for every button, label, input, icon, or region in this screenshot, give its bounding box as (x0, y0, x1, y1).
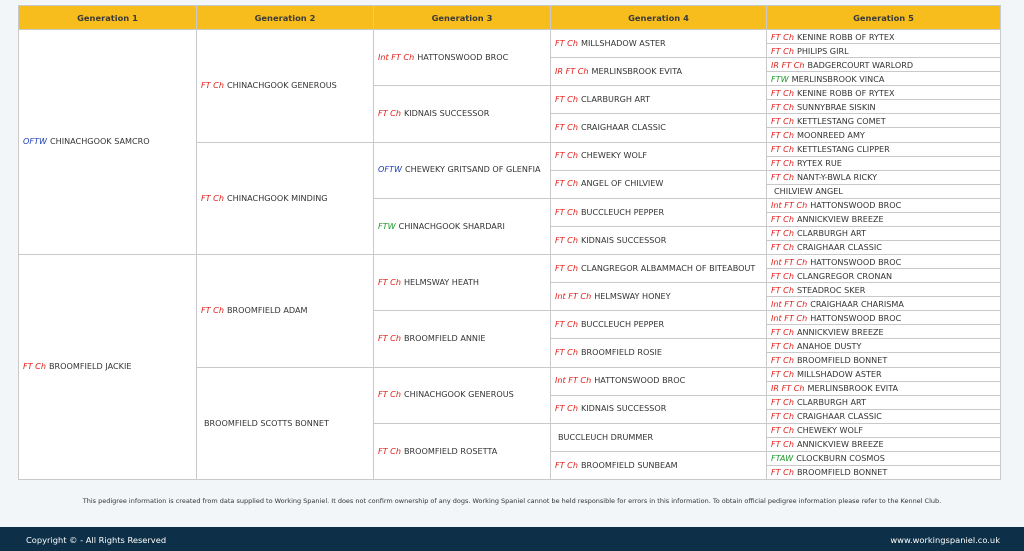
generation-5-dog[interactable] (767, 255, 1001, 269)
dog-title: FT Ch (771, 425, 794, 436)
dog-name: CRAIGHAAR CLASSIC (796, 242, 882, 253)
header-generation-4: Generation 4 (551, 6, 767, 30)
generation-1-dog[interactable] (19, 255, 197, 480)
dog-name: MERLINSBROOK VINCA (791, 73, 885, 84)
dog-name: MERLINSBROOK EVITA (591, 65, 683, 76)
generation-3-dog[interactable] (374, 367, 551, 423)
generation-1-dog[interactable] (19, 30, 197, 255)
dog-name: SUNNYBRAE SISKIN (796, 101, 876, 112)
dog-name: BROOMFIELD BONNET (796, 467, 888, 478)
dog-title: OFTW (23, 136, 47, 147)
dog-title: Int FT Ch (555, 375, 592, 386)
generation-5-dog[interactable] (767, 423, 1001, 437)
dog-title: FT Ch (771, 31, 794, 42)
dog-title: FT Ch (771, 45, 794, 56)
dog-name: BADGERCOURT WARLORD (807, 59, 914, 70)
dog-title: FT Ch (771, 326, 794, 337)
generation-4-dog[interactable] (551, 170, 767, 198)
dog-title: FT Ch (771, 228, 794, 239)
dog-title: FT Ch (771, 144, 794, 155)
generation-4-dog[interactable] (551, 451, 767, 479)
dog-name: KETTLESTANG COMET (796, 115, 886, 126)
dog-title: Int FT Ch (378, 51, 415, 62)
generation-5-dog[interactable] (767, 240, 1001, 254)
dog-name: HATTONSWOOD BROC (417, 51, 509, 62)
dog-name: ANNICKVIEW BREEZE (796, 214, 884, 225)
generation-3-dog[interactable] (374, 198, 551, 254)
generation-5-dog[interactable] (767, 367, 1001, 381)
dog-title: Int FT Ch (555, 290, 592, 301)
dog-title: FT Ch (555, 178, 578, 189)
dog-name: CLANGREGOR CRONAN (796, 270, 893, 281)
generation-5-dog[interactable] (767, 437, 1001, 451)
header-generation-1: Generation 1 (19, 6, 197, 30)
dog-name: BUCCLEUCH PEPPER (580, 206, 665, 217)
dog-title: Int FT Ch (771, 298, 808, 309)
dog-name: CLANGREGOR ALBAMMACH OF BITEABOUT (580, 262, 756, 273)
dog-title: FT Ch (771, 87, 794, 98)
dog-name: KETTLESTANG CLIPPER (796, 144, 890, 155)
dog-title: FT Ch (378, 108, 401, 119)
dog-title: FTW (378, 220, 396, 231)
dog-name: BUCCLEUCH DRUMMER (558, 431, 654, 442)
generation-3-dog[interactable] (374, 423, 551, 479)
generation-2-dog[interactable] (197, 255, 374, 368)
dog-name: KIDNAIS SUCCESSOR (580, 403, 667, 414)
dog-name: ANAHOE DUSTY (796, 340, 862, 351)
dog-name: BROOMFIELD ROSETTA (403, 445, 498, 456)
dog-title: FT Ch (555, 347, 578, 358)
dog-title: FT Ch (378, 389, 401, 400)
dog-title: FT Ch (771, 242, 794, 253)
header-generation-2: Generation 2 (197, 6, 374, 30)
generation-5-dog[interactable] (767, 325, 1001, 339)
dog-name: CRAIGHAAR CHARISMA (810, 298, 904, 309)
generation-5-dog[interactable] (767, 311, 1001, 325)
dog-name: MILLSHADOW ASTER (796, 369, 882, 380)
generation-3-dog[interactable] (374, 86, 551, 142)
dog-title: OFTW (378, 164, 402, 175)
generation-5-dog[interactable] (767, 269, 1001, 283)
dog-name: KIDNAIS SUCCESSOR (580, 234, 667, 245)
dog-title: FT Ch (555, 37, 578, 48)
dog-title: FT Ch (771, 115, 794, 126)
dog-name: ANNICKVIEW BREEZE (796, 439, 884, 450)
header-generation-5: Generation 5 (767, 6, 1001, 30)
dog-title: FT Ch (555, 122, 578, 133)
dog-title: FT Ch (555, 459, 578, 470)
generation-5-dog[interactable] (767, 297, 1001, 311)
header-row (19, 6, 1001, 30)
dog-name: KENINE ROBB OF RYTEX (796, 31, 895, 42)
generation-5-dog[interactable] (767, 465, 1001, 479)
dog-title: Int FT Ch (771, 256, 808, 267)
generation-5-dog[interactable] (767, 170, 1001, 184)
dog-title: FT Ch (201, 192, 224, 203)
dog-title: IR FT Ch (555, 65, 589, 76)
generation-5-dog[interactable] (767, 156, 1001, 170)
dog-title: FT Ch (771, 411, 794, 422)
dog-title: FT Ch (771, 439, 794, 450)
generation-4-dog[interactable] (551, 198, 767, 226)
dog-name: MERLINSBROOK EVITA (807, 383, 899, 394)
dog-name: ANNICKVIEW BREEZE (796, 326, 884, 337)
dog-name: CHEWEKY WOLF (580, 150, 648, 161)
dog-name: BROOMFIELD ROSIE (580, 347, 662, 358)
generation-2-dog[interactable] (197, 142, 374, 255)
pedigree-table (18, 5, 1001, 480)
dog-title: IR FT Ch (771, 59, 805, 70)
dog-name: STEADROC SKER (796, 284, 866, 295)
dog-name: CHILVIEW ANGEL (774, 186, 843, 197)
generation-3-dog[interactable] (374, 142, 551, 198)
site-url-link[interactable]: www.workingspaniel.co.uk (890, 535, 1000, 545)
generation-4-dog[interactable] (551, 367, 767, 395)
dog-name: BROOMFIELD ADAM (226, 305, 308, 315)
dog-name: CHINACHGOOK SAMCRO (49, 136, 150, 147)
dog-name: CHINACHGOOK GENEROUS (403, 389, 514, 400)
dog-name: HELMSWAY HONEY (594, 290, 671, 301)
generation-5-dog[interactable] (767, 409, 1001, 423)
dog-name: CRAIGHAAR CLASSIC (580, 122, 666, 133)
copyright-text: Copyright © - All Rights Reserved (26, 535, 167, 545)
generation-5-dog[interactable] (767, 381, 1001, 395)
dog-title: FT Ch (555, 319, 578, 330)
dog-name: CLARBURGH ART (796, 228, 867, 239)
generation-5-dog[interactable] (767, 395, 1001, 409)
pedigree-row (19, 255, 1001, 269)
generation-3-dog[interactable] (374, 255, 551, 311)
dog-name: RYTEX RUE (796, 158, 842, 169)
dog-name: BUCCLEUCH PEPPER (580, 319, 665, 330)
dog-title: FT Ch (378, 333, 401, 344)
generation-4-dog[interactable] (551, 255, 767, 283)
dog-title: FTAW (771, 453, 794, 464)
generation-4-dog[interactable] (551, 142, 767, 170)
dog-name: CLARBURGH ART (580, 94, 651, 105)
dog-name: CHEWEKY WOLF (796, 425, 864, 436)
dog-name: BROOMFIELD JACKIE (48, 361, 132, 372)
dog-title: Int FT Ch (771, 312, 808, 323)
dog-name: PHILIPS GIRL (796, 45, 849, 56)
dog-title: FTW (771, 73, 789, 84)
dog-title: Int FT Ch (771, 200, 808, 211)
generation-4-dog[interactable] (551, 423, 767, 451)
generation-4-dog[interactable] (551, 114, 767, 142)
dog-name: CLARBURGH ART (796, 397, 867, 408)
generation-4-dog[interactable] (551, 58, 767, 86)
generation-5-dog[interactable] (767, 451, 1001, 465)
dog-title: FT Ch (771, 340, 794, 351)
dog-name: KIDNAIS SUCCESSOR (403, 108, 490, 119)
dog-name: HATTONSWOOD BROC (810, 256, 902, 267)
dog-title: IR FT Ch (771, 383, 805, 394)
dog-name: ANGEL OF CHILVIEW (580, 178, 664, 189)
generation-4-dog[interactable] (551, 30, 767, 58)
dog-name: CHEWEKY GRITSAND OF GLENFIA (404, 164, 541, 175)
dog-title: FT Ch (201, 305, 224, 315)
dog-title: FT Ch (771, 270, 794, 281)
dog-name: BROOMFIELD ANNIE (403, 333, 486, 344)
generation-3-dog[interactable] (374, 30, 551, 86)
dog-name: CHINACHGOOK SHARDARI (398, 220, 505, 231)
generation-5-dog[interactable] (767, 114, 1001, 128)
generation-5-dog[interactable] (767, 283, 1001, 297)
dog-name: MOONREED AMY (796, 129, 865, 140)
dog-name: HELMSWAY HEATH (403, 276, 479, 287)
dog-title: FT Ch (378, 276, 401, 287)
header-generation-3: Generation 3 (374, 6, 551, 30)
generation-5-dog[interactable] (767, 353, 1001, 367)
dog-name: BROOMFIELD BONNET (796, 354, 888, 365)
generation-2-dog[interactable] (197, 30, 374, 143)
dog-name: CLOCKBURN COSMOS (796, 453, 885, 464)
generation-5-dog[interactable] (767, 184, 1001, 198)
generation-5-dog[interactable] (767, 339, 1001, 353)
generation-4-dog[interactable] (551, 283, 767, 311)
dog-title: FT Ch (771, 172, 794, 183)
generation-4-dog[interactable] (551, 395, 767, 423)
generation-5-dog[interactable] (767, 58, 1001, 72)
dog-name: CHINACHGOOK GENEROUS (226, 80, 337, 90)
generation-5-dog[interactable] (767, 72, 1001, 86)
dog-title: FT Ch (201, 80, 224, 90)
generation-4-dog[interactable] (551, 339, 767, 367)
dog-name: NANT-Y-BWLA RICKY (796, 172, 878, 183)
dog-title: FT Ch (555, 150, 578, 161)
dog-title: FT Ch (378, 445, 401, 456)
generation-5-dog[interactable] (767, 198, 1001, 212)
dog-title: FT Ch (771, 397, 794, 408)
dog-name: CHINACHGOOK MINDING (226, 192, 328, 203)
dog-title: FT Ch (771, 129, 794, 140)
generation-2-dog[interactable] (197, 367, 374, 480)
dog-title: FT Ch (23, 361, 46, 372)
generation-4-dog[interactable] (551, 311, 767, 339)
generation-5-dog[interactable] (767, 44, 1001, 58)
dog-title: FT Ch (771, 101, 794, 112)
dog-title: FT Ch (771, 214, 794, 225)
dog-name: CRAIGHAAR CLASSIC (796, 411, 882, 422)
generation-5-dog[interactable] (767, 142, 1001, 156)
generation-4-dog[interactable] (551, 226, 767, 254)
pedigree-row (19, 30, 1001, 44)
dog-name: HATTONSWOOD BROC (810, 200, 902, 211)
dog-name: KENINE ROBB OF RYTEX (796, 87, 895, 98)
generation-5-dog[interactable] (767, 30, 1001, 44)
generation-5-dog[interactable] (767, 100, 1001, 114)
dog-title: FT Ch (555, 262, 578, 273)
dog-title: FT Ch (555, 403, 578, 414)
dog-name: HATTONSWOOD BROC (810, 312, 902, 323)
disclaimer-text: This pedigree information is created from data supplied to Working Spaniel. It does not confirm ownership of any dogs. Working Spaniel cannot be held responsible for errors in this information. To obtain official pedigree information please refer to the Kennel Club. (82, 497, 942, 505)
dog-title: FT Ch (771, 158, 794, 169)
dog-title: FT Ch (555, 94, 578, 105)
generation-4-dog[interactable] (551, 86, 767, 114)
generation-5-dog[interactable] (767, 212, 1001, 226)
generation-3-dog[interactable] (374, 311, 551, 367)
dog-title: FT Ch (771, 369, 794, 380)
dog-title: FT Ch (771, 467, 794, 478)
dog-title: FT Ch (555, 234, 578, 245)
generation-5-dog[interactable] (767, 86, 1001, 100)
dog-title: FT Ch (771, 354, 794, 365)
generation-5-dog[interactable] (767, 128, 1001, 142)
dog-name: BROOMFIELD SCOTTS BONNET (204, 417, 329, 428)
site-footer (0, 527, 1024, 551)
dog-name: MILLSHADOW ASTER (580, 37, 666, 48)
dog-name: HATTONSWOOD BROC (594, 375, 686, 386)
dog-title: FT Ch (771, 284, 794, 295)
dog-title: FT Ch (555, 206, 578, 217)
dog-name: BROOMFIELD SUNBEAM (580, 459, 678, 470)
generation-5-dog[interactable] (767, 226, 1001, 240)
